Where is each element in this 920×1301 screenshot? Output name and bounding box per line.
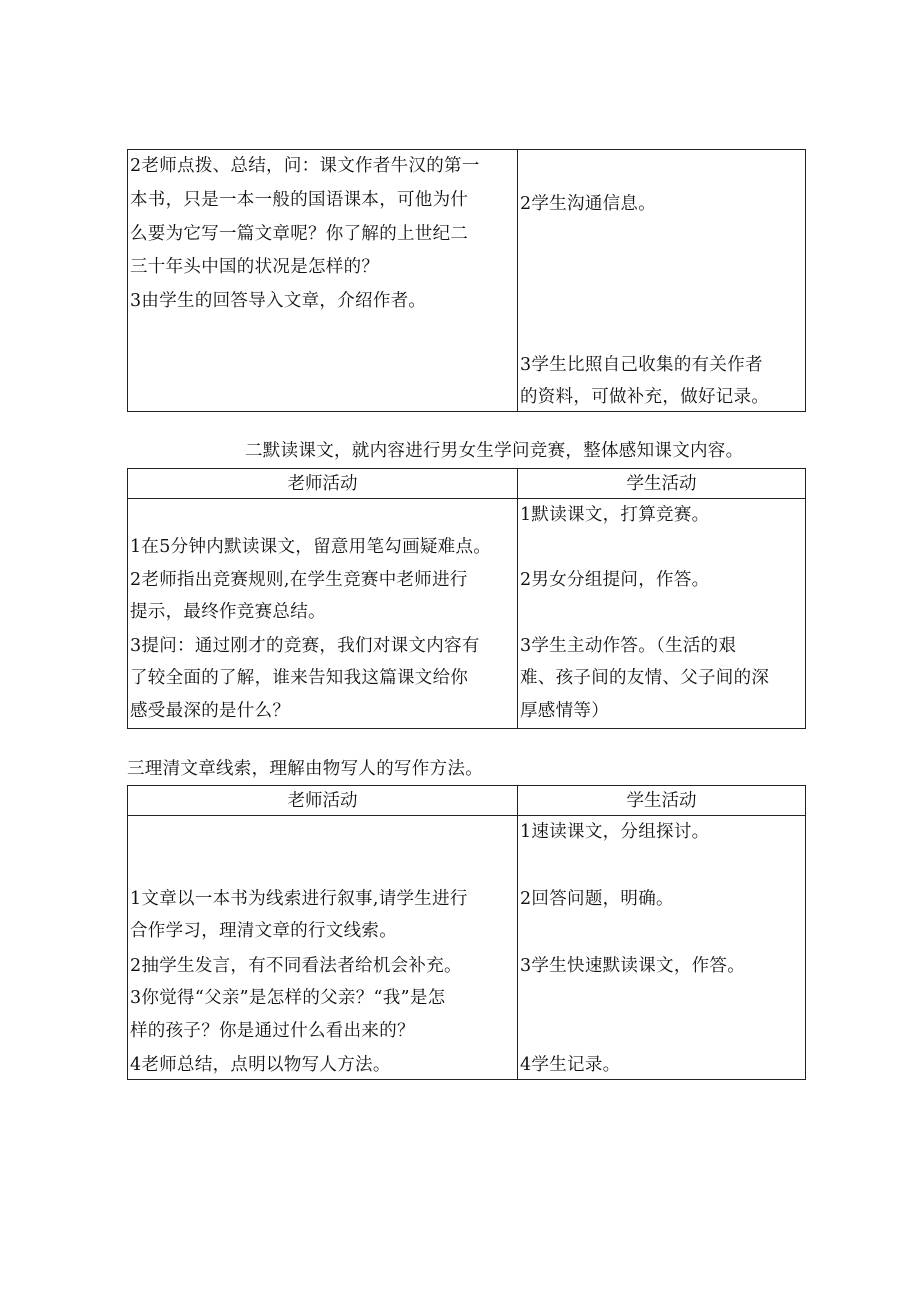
- student-line: 3学生比照自己收集的有关作者: [520, 355, 763, 375]
- teacher-line: 4老师总结，点明以物写人方法。: [130, 1055, 391, 1075]
- student-line: 4学生记录。: [520, 1055, 621, 1075]
- student-line: 1默读课文，打算竞赛。: [520, 505, 710, 525]
- teacher-line: 三十年头中国的状况是怎样的？: [130, 257, 380, 277]
- teacher-line: 3由学生的回答导入文章，介绍作者。: [130, 291, 427, 311]
- lesson-table-1: [127, 149, 806, 412]
- teacher-activity-cell: [128, 499, 518, 728]
- teacher-line: 3你觉得“父亲”是怎样的父亲？“我”是怎: [130, 988, 446, 1008]
- student-activity-cell: [518, 150, 805, 411]
- header-student: 学生活动: [626, 474, 697, 494]
- section-title: 二默读课文，就内容进行男女生学问竞赛，整体感知课文内容。: [245, 441, 744, 461]
- teacher-activity-cell: [128, 816, 518, 1079]
- teacher-line: 么要为它写一篇文章呢？你了解的上世纪二: [130, 224, 469, 244]
- header-teacher: 老师活动: [128, 786, 518, 816]
- teacher-line: 2老师指出竞赛规则,在学生竞赛中老师进行: [130, 570, 468, 590]
- student-line: 的资料，可做补充，做好记录。: [520, 387, 770, 407]
- student-line: 3学生快速默读课文，作答。: [520, 956, 746, 976]
- student-activity-cell: [518, 499, 805, 728]
- student-line: 2男女分组提问，作答。: [520, 570, 710, 590]
- student-line: 厚感情等）: [520, 701, 609, 721]
- teacher-line: 2抽学生发言，有不同看法者给机会补充。: [130, 956, 462, 976]
- lesson-table-2: [127, 468, 806, 729]
- student-line: 2学生沟通信息。: [520, 194, 657, 214]
- student-line: 2回答问题，明确。: [520, 889, 674, 909]
- lesson-table-3: [127, 785, 806, 1080]
- teacher-line: 3提问：通过刚才的竞赛，我们对课文内容有: [130, 636, 480, 656]
- header-teacher: 老师活动: [128, 469, 518, 499]
- student-line: 难、孩子间的友情、父子间的深: [520, 668, 770, 688]
- teacher-line: 了较全面的了解，谁来告知我这篇课文给你: [130, 668, 469, 688]
- student-line: 1速读课文，分组探讨。: [520, 822, 710, 842]
- teacher-line: 本书，只是一本一般的国语课本，可他为什: [130, 190, 469, 210]
- teacher-line: 2老师点拨、总结，问：课文作者牛汉的第一: [130, 156, 480, 176]
- teacher-line: 合作学习，理清文章的行文线索。: [130, 921, 397, 941]
- teacher-line: 感受最深的是什么？: [130, 701, 291, 721]
- teacher-activity-cell: [128, 150, 518, 411]
- table-header-row: [128, 469, 805, 499]
- teacher-line: 提示，最终作竞赛总结。: [130, 602, 326, 622]
- header-student: 学生活动: [626, 791, 697, 811]
- section-title: 三理清文章线索，理解由物写人的写作方法。: [127, 759, 483, 779]
- student-activity-cell: [518, 816, 805, 1079]
- table-header-row: [128, 786, 805, 816]
- teacher-line: 1文章以一本书为线索进行叙事,请学生进行: [130, 889, 468, 909]
- teacher-line: 样的孩子？你是通过什么看出来的？: [130, 1021, 415, 1041]
- teacher-line: 1在5分钟内默读课文，留意用笔勾画疑难点。: [130, 537, 492, 557]
- student-line: 3学生主动作答。（生活的艰: [520, 636, 737, 656]
